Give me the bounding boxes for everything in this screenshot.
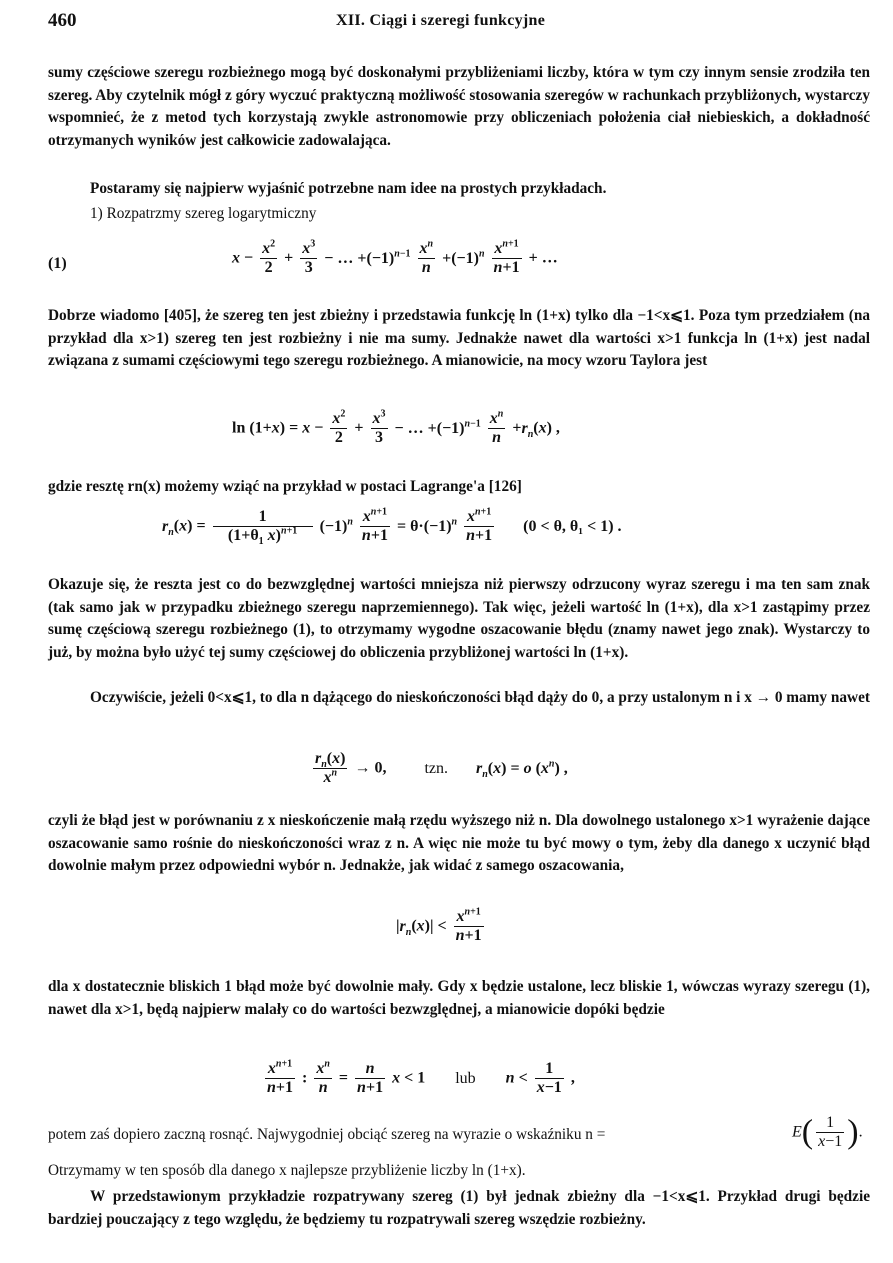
equation-log-series: x − $\frac{x^2}{2}$ + $\frac{x^3}{3}$ − … $+(-1)^{n-1}$ $\frac{x^n}{n}$ $+(-1)^n$ $\frac{x^{n+1}}{n+1}$ + … [232, 238, 558, 276]
paragraph-convergence: Dobrze wiadomo [405], że szereg ten jest zbieżny i przedstawia funkcję ln (1+x) tylko dla −1<x⩽1. Poza tym przedziałem (na przykład dla x>1) szereg ten jest rozbieżny i nie ma sumy. Jednakże nawet dla wartości x>1 funkcja ln (1+x) jest nadal związana z sumami częściowymi tego szeregu rozbieżnego. A mianowicie, na mocy wzoru Taylora jest [48, 307, 870, 369]
paragraph-example-1: 1) Rozpatrzmy szereg logarytmiczny [90, 205, 317, 222]
equation-entier: E( $\frac{1}{x-1}$ ). [792, 1113, 863, 1151]
paragraph-error-estimate: Okazuje się, że reszta jest co do bezwzględnej wartości mniejsza niż pierwszy odrzucony wyraz szeregu i ma ten sam znak (tak samo jak w przypadku zbieżnego szeregu naprzemiennego). Tak więc, jeżeli wartość ln (1+x), dla x>1 zastąpimy przez sumę częściową szeregu rozbieżnego (1), to otrzymamy wygodne oszacowanie błędu (znamy nawet jego znak). Wystarczy to już, by można było użyć tej sumy częściowej do obliczenia przybliżonej wartości ln (1+x). [48, 576, 870, 661]
paragraph-close-to-one: dla x dostatecznie bliskich 1 błąd może być dowolnie mały. Gdy x będzie ustalone, lecz bliskie 1, wówczas wyrazy szeregu (1), nawet dla x>1, będą najpierw malały co do wartości bezwzględnej, a mianowicie dopóki będzie [48, 978, 870, 1018]
paragraph-remainder: gdzie resztę rn(x) możemy wziąć na przykład w postaci Lagrange'a [126] [48, 478, 522, 495]
running-head: XII. Ciągi i szeregi funkcyjne [336, 12, 546, 29]
equation-bound: $|r_n(x)|$ < $\frac{x^{n+1}}{n+1}$ [396, 906, 482, 944]
truncate-text: potem zaś dopiero zaczną rosnąć. Najwygodniej obciąć szereg na wyrazie o wskaźniku n = [48, 1126, 606, 1143]
paragraph-ideas: Postaramy się najpierw wyjaśnić potrzebne nam idee na prostych przykładach. [90, 180, 607, 197]
equation-number-1: (1) [48, 255, 67, 272]
paragraph-intro: sumy częściowe szeregu rozbieżnego mogą być doskonałymi przybliżeniami liczby, która w tym czy innym sensie zrodziła ten szereg. Aby czytelnik mógł z góry wyczuć praktyczną możliwość stosowania szeregów w rachunkach przybliżonych, wystarczy wspomnieć, że z metod tych korzystają zwykle astronomowie przy obliczeniach położenia ciał niebieskich, a dokładność otrzymanych wyników jest całkowicie zadowalająca. [48, 64, 870, 149]
word-tzn: tzn. [424, 759, 448, 777]
paragraph-best-approx: Otrzymamy w ten sposób dla danego x najlepsze przybliżenie liczby ln (1+x). [48, 1162, 526, 1179]
paragraph-divergence: czyli że błąd jest w porównaniu z x nieskończenie małą rzędu wyższego niż n. Dla dowolnego ustalonego x>1 wyrażenie dające oszacowanie samo rośnie do nieskończoności wraz z n. A więc nie może tu być mowy o tym, żeby dla danego x uczynić błąd dowolnie małym przez odpowiedni wybór n. Jednakże, jak widać z samego oszacowania, [48, 812, 870, 874]
word-lub: lub [455, 1069, 476, 1087]
equation-taylor: ln (1+x) = x − $\frac{x^2}{2}$ + $\frac{x^3}{3}$ − … $+(-1)^{n-1}$ $\frac{x^n}{n}$ $+r_n(x)$ , [232, 408, 560, 446]
equation-small-o: $\frac{r_n(x)}{x^n}$ → 0, tzn. $r_n(x) = o$ $(x^n)$ , [315, 750, 568, 786]
lagrange-condition: (0 < θ, θ₁ < 1) . [523, 517, 622, 535]
page-number: 460 [48, 10, 77, 31]
paragraph-second-example: W przedstawionym przykładzie rozpatrywany szereg (1) był jednak zbieżny dla −1<x⩽1. Przykład drugi będzie bardziej pouczający z tego względu, że będziemy tu rozpatrywali szereg wszędzie rozbieżny. [48, 1188, 870, 1228]
paragraph-truncate [48, 1124, 808, 1147]
equation-lagrange: $r_n(x)$ = $\frac{1}{(1+\theta_1 x)^{n+1}}$ $(-1)^n$ $\frac{x^{n+1}}{n+1}$ = $\theta\cdot(-1)^n$ $\frac{x^{n+1}}{n+1}$ (0 < θ, θ₁ < 1) . [162, 506, 622, 548]
paragraph-limit: Oczywiście, jeżeli 0<x⩽1, to dla n dążącego do nieskończoności błąd dąży do 0, a przy ustalonym n i x → 0 mamy nawet [90, 689, 870, 706]
page-header [48, 10, 868, 34]
equation-ratio: $\frac{x^{n+1}}{n+1}$ : $\frac{x^n}{n}$ = $\frac{n}{n+1}$ x < 1 lub n < $\frac{1}{x-1}$ , [267, 1058, 575, 1096]
